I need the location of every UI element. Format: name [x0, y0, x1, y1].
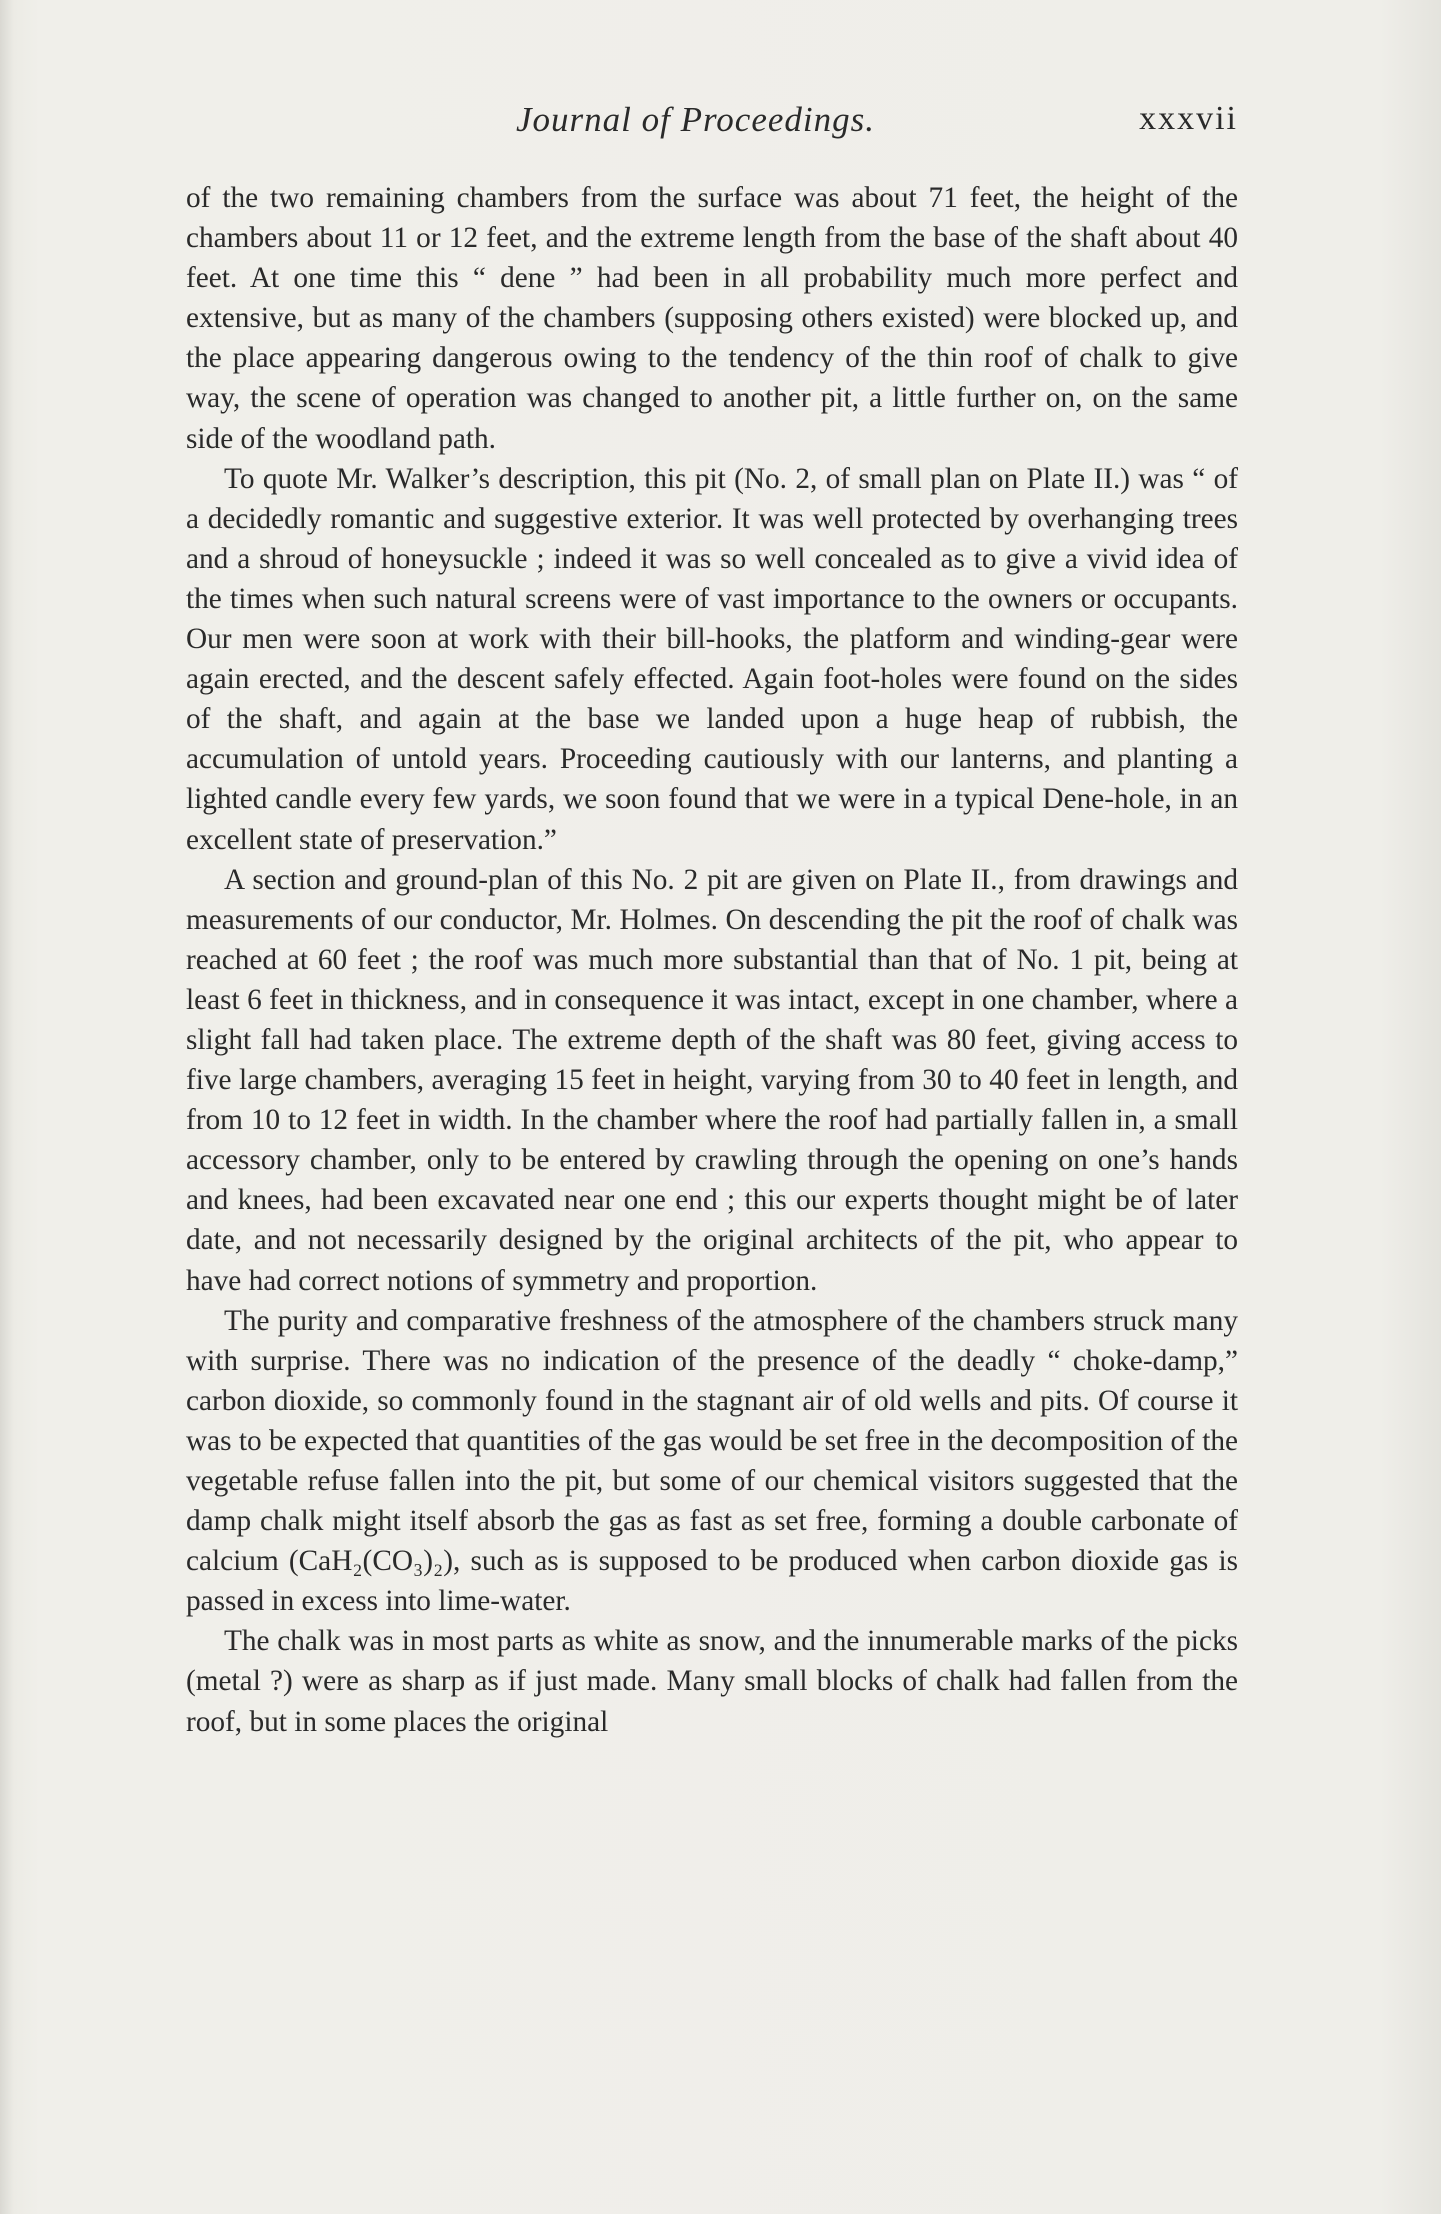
- paragraph: A section and ground-plan of this No. 2 pit are given on Plate II., from drawings and measurements of our conductor, Mr. Holmes. On descending the pit the roof of chalk was reached at 60 feet ; the roof was much more substantial than that of No. 1 pit, being at least 6 feet in thickness, and in consequence it was intact, except in one chamber, where a slight fall had taken place. The extreme depth of the shaft was 80 feet, giving access to five large chambers, averaging 15 feet in height, varying from 30 to 40 feet in length, and from 10 to 12 feet in width. In the chamber where the roof had partially fallen in, a small accessory chamber, only to be entered by crawling through the opening on one’s hands and knees, had been excavated near one end ; this our experts thought might be of later date, and not necessarily designed by the original architects of the pit, who appear to have had correct notions of symmetry and proportion.: [186, 863, 1238, 1297]
- page-header: [186, 100, 1238, 150]
- page-number: xxxvii: [1139, 100, 1238, 137]
- paragraph: The purity and comparative freshness of the atmosphere of the chambers struck many with surprise. There was no indication of the presence of the deadly “ choke-damp,” carbon dioxide, so commonly found in the stagnant air of old wells and pits. Of course it was to be expected that quantities of the gas would be set free in the decomposition of the vegetable refuse fallen into the pit, but some of our chemical visitors suggested that the damp chalk might itself absorb the gas as fast as set free, forming a double carbonate of calcium (CaH₂(CO₃)₂), such as is supposed to be produced when carbon dioxide gas is passed in excess into lime-water.: [186, 1304, 1238, 1618]
- paragraph: of the two remaining chambers from the surface was about 71 feet, the height of the chambers about 11 or 12 feet, and the extreme length from the base of the shaft about 40 feet. At one time this “ dene ” had been in all probability much more perfect and extensive, but as many of the chambers (supposing others existed) were blocked up, and the place appearing dangerous owing to the tendency of the thin roof of chalk to give way, the scene of operation was changed to another pit, a little further on, on the same side of the woodland path.: [186, 182, 1238, 455]
- paragraph: The chalk was in most parts as white as snow, and the innumerable marks of the picks (metal ?) were as sharp as if just made. Many small blocks of chalk had fallen from the roof, but in some places the original: [186, 1625, 1238, 1738]
- running-title: Journal of Proceedings.: [516, 100, 876, 139]
- paragraph: To quote Mr. Walker’s description, this pit (No. 2, of small plan on Plate II.) was “ of a decidedly romantic and suggestive exterior. It was well protected by overhanging trees and a shroud of honeysuckle ; indeed it was so well concealed as to give a vivid idea of the times when such natural screens were of vast importance to the owners or occupants. Our men were soon at work with their bill-hooks, the platform and winding-gear were again erected, and the descent safely effected. Again foot-holes were found on the sides of the shaft, and again at the base we landed upon a huge heap of rubbish, the accumulation of untold years. Proceeding cautiously with our lanterns, and planting a lighted candle every few yards, we soon found that we were in a typical Dene-hole, in an excellent state of preservation.”: [186, 462, 1238, 856]
- body-text: [186, 178, 1238, 1742]
